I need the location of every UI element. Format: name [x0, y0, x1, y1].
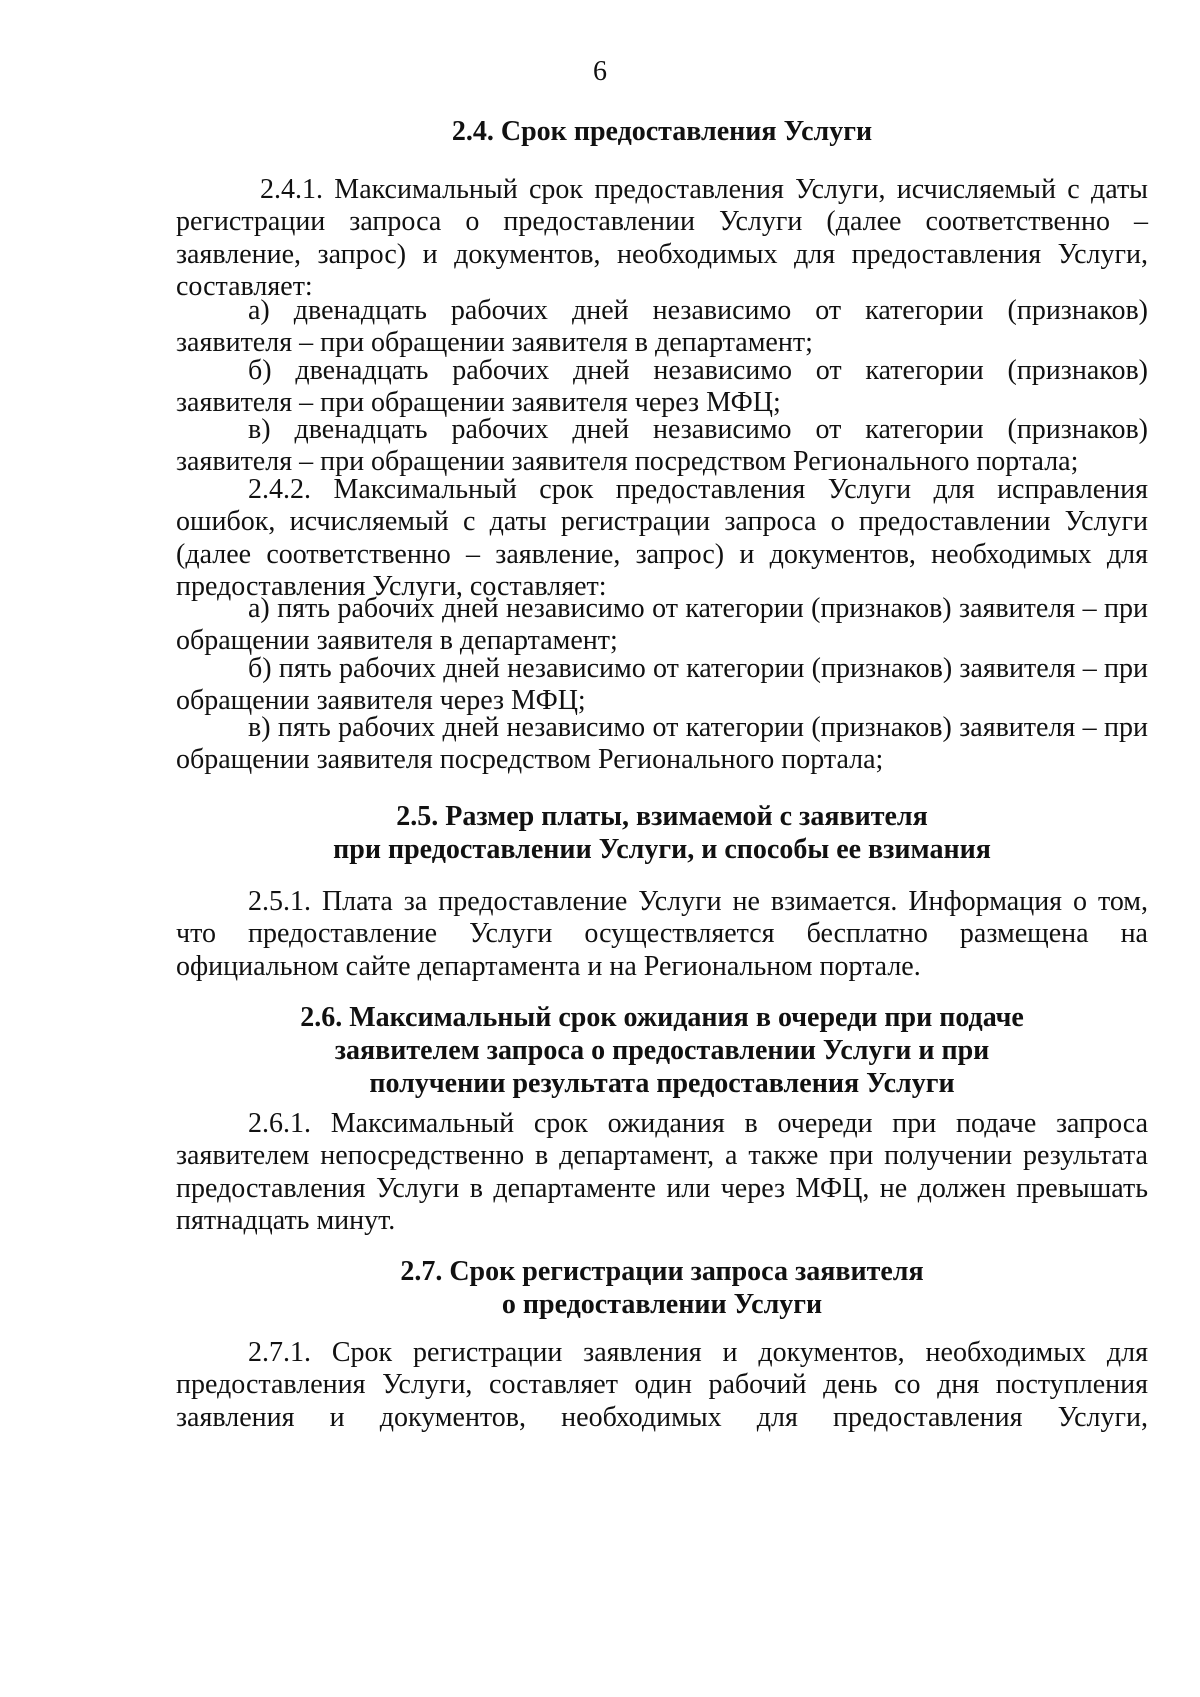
paragraph-2-7-1: 2.7.1. Срок регистрации заявления и документов, необходимых для предоставления Услуги, составляет один рабочий день со дня поступления заявления и документов, необходимых для предоставления Услуги, — [176, 1337, 1148, 1433]
paragraph-2-4-1-b: б) двенадцать рабочих дней независимо от категории (признаков) заявителя – при обращении заявителя через МФЦ; — [176, 355, 1148, 419]
section-heading-2-5 — [176, 800, 1148, 866]
section-heading-2-6 — [176, 1001, 1148, 1100]
section-title-line: 2.6. Максимальный срок ожидания в очереди при подаче — [300, 1002, 1024, 1033]
paragraph-2-6-1: 2.6.1. Максимальный срок ожидания в очереди при подаче запроса заявителем непосредственно в департамент, а также при получении результата предоставления Услуги в департаменте или через МФЦ, не должен превышать пятнадцать минут. — [176, 1108, 1148, 1237]
paragraph-2-4-1-a: а) двенадцать рабочих дней независимо от категории (признаков) заявителя – при обращении заявителя в департамент; — [176, 295, 1148, 359]
paragraph-2-4-1-c: в) двенадцать рабочих дней независимо от категории (признаков) заявителя – при обращении заявителя посредством Регионального портала; — [176, 414, 1148, 478]
page-number: 6 — [593, 56, 607, 87]
paragraph-2-4-2: 2.4.2. Максимальный срок предоставления Услуги для исправления ошибок, исчисляемый с даты регистрации запроса о предоставлении Услуги (далее соответственно – заявление, запрос) и документов, необходимых для предоставления Услуги, составляет: — [176, 474, 1148, 603]
section-title-line: о предоставлении Услуги — [501, 1289, 823, 1320]
paragraph-2-4-2-b: б) пять рабочих дней независимо от категории (признаков) заявителя – при обращении заявителя через МФЦ; — [176, 653, 1148, 717]
paragraph-2-4-2-c: в) пять рабочих дней независимо от категории (признаков) заявителя – при обращении заявителя посредством Регионального портала; — [176, 712, 1148, 776]
section-title-line: получении результата предоставления Услуги — [369, 1068, 955, 1099]
section-heading-2-4 — [176, 115, 1148, 148]
paragraph-2-5-1: 2.5.1. Плата за предоставление Услуги не взимается. Информация о том, что предоставление Услуги осуществляется бесплатно размещена на официальном сайте департамента и на Региональном портале. — [176, 886, 1148, 982]
section-title-line: 2.5. Размер платы, взимаемой с заявителя — [396, 801, 928, 832]
paragraph-2-4-2-a: а) пять рабочих дней независимо от категории (признаков) заявителя – при обращении заявителя в департамент; — [176, 593, 1148, 657]
section-title: 2.4. Срок предоставления Услуги — [451, 116, 873, 147]
section-title-line: заявителем запроса о предоставлении Услуги и при — [334, 1035, 990, 1066]
paragraph-2-4-1: 2.4.1. Максимальный срок предоставления Услуги, исчисляемый с даты регистрации запроса о предоставлении Услуги (далее соответственно – заявление, запрос) и документов, необходимых для предоставления Услуги, составляет: — [176, 174, 1148, 303]
section-heading-2-7 — [176, 1255, 1148, 1321]
section-title-line: 2.7. Срок регистрации запроса заявителя — [400, 1256, 924, 1287]
section-title-line: при предоставлении Услуги, и способы ее взимания — [333, 834, 991, 865]
